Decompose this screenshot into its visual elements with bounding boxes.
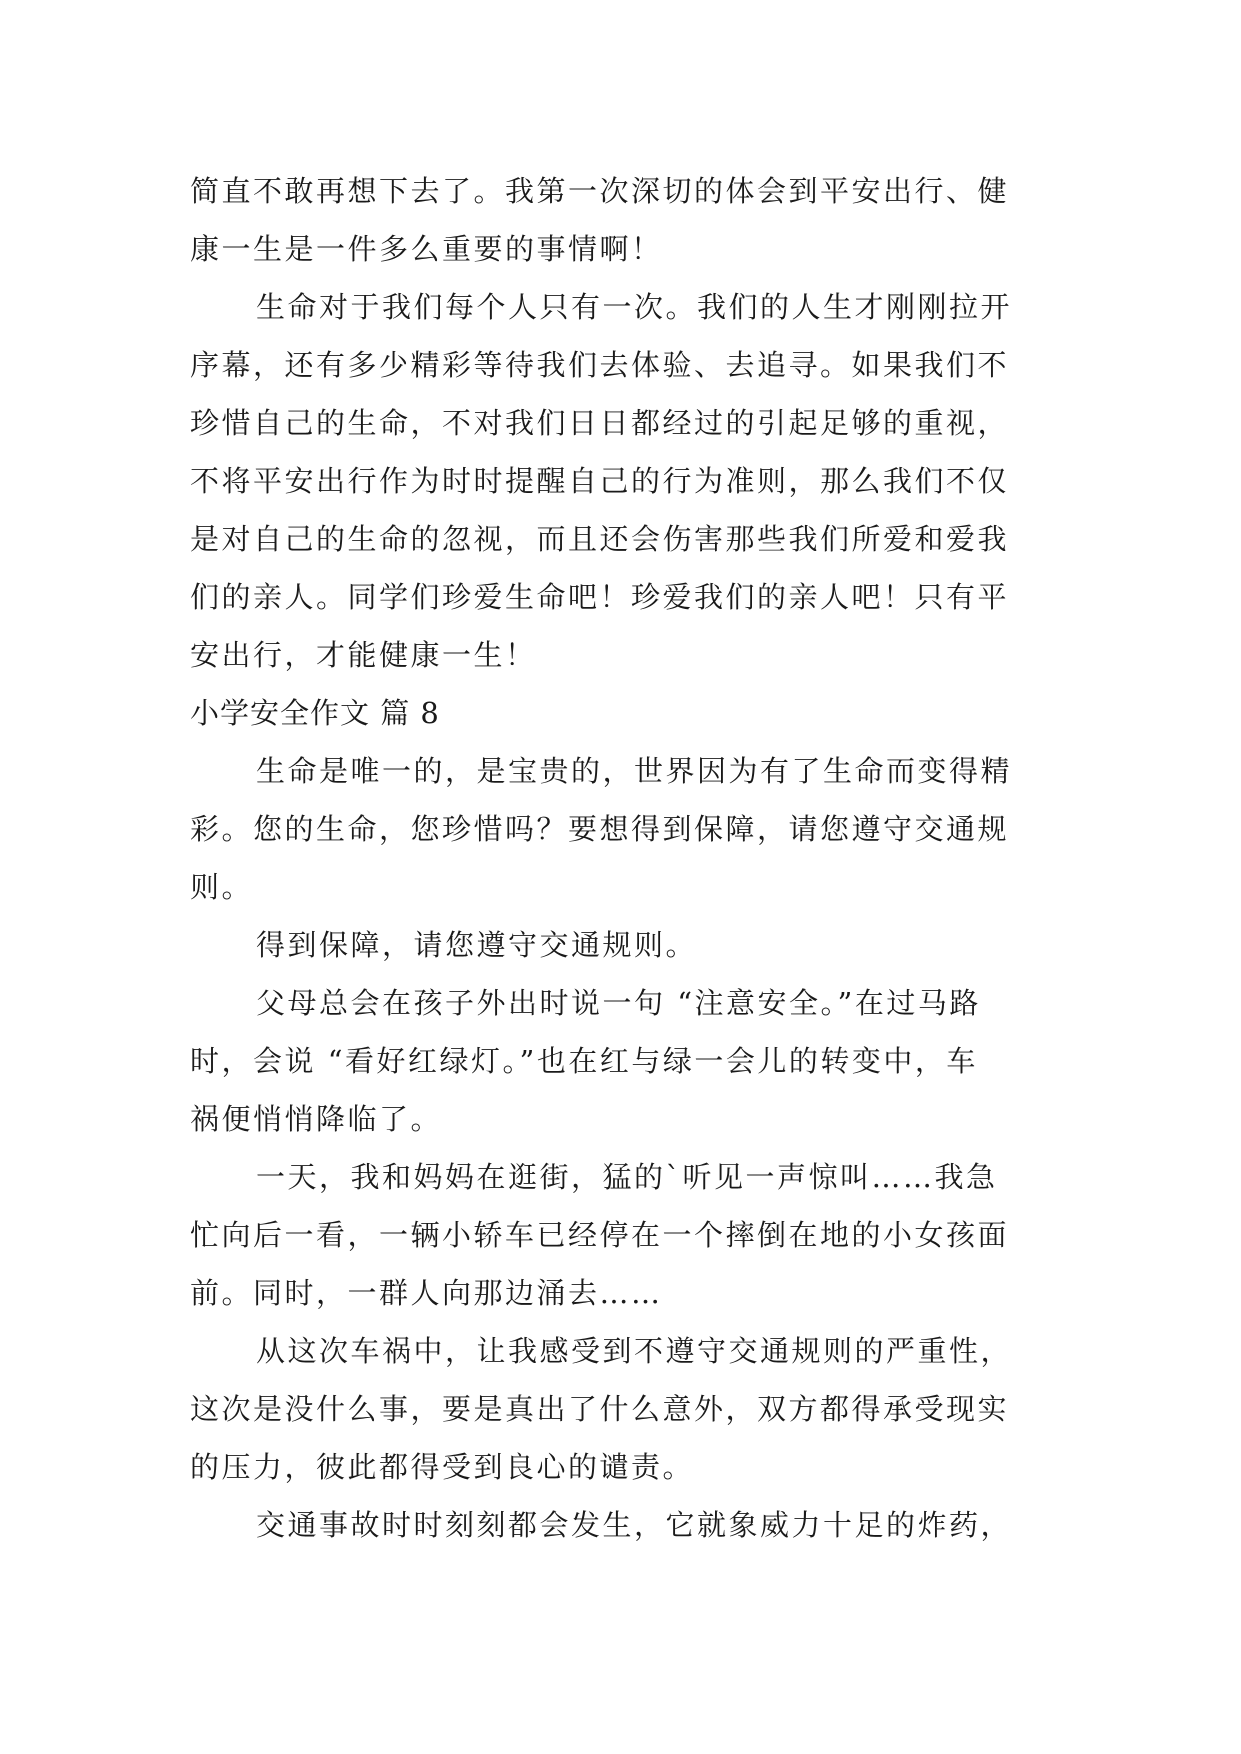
paragraph-start: 从这次车祸中，让我感受到不遵守交通规则的严重性，: [256, 1334, 1013, 1368]
text-line: 简直不敢再想下去了。我第一次深切的体会到平安出行、健: [190, 174, 1010, 208]
paragraph-start: 得到保障，请您遵守交通规则。: [256, 928, 698, 962]
text-line: 祸便悄悄降临了。: [190, 1102, 443, 1136]
text-line: 不将平安出行作为时时提醒自己的行为准则，那么我们不仅: [190, 464, 1010, 498]
document-body: [190, 162, 1050, 1554]
paragraph-start: 生命对于我们每个人只有一次。我们的人生才刚刚拉开: [256, 290, 1013, 324]
text-line: 则。: [190, 870, 254, 904]
text-line: 这次是没什么事，要是真出了什么意外，双方都得承受现实: [190, 1392, 1010, 1426]
text-line: 序幕，还有多少精彩等待我们去体验、去追寻。如果我们不: [190, 348, 1010, 382]
text-line: 彩。您的生命，您珍惜吗？要想得到保障，请您遵守交通规: [190, 812, 1010, 846]
paragraph-start: 生命是唯一的，是宝贵的，世界因为有了生命而变得精: [256, 754, 1013, 788]
text-line: 时，会说 “看好红绿灯。”也在红与绿一会儿的转变中，车: [190, 1044, 978, 1078]
text-line: 安出行，才能健康一生！: [190, 638, 537, 672]
text-line: 们的亲人。同学们珍爱生命吧！珍爱我们的亲人吧！只有平: [190, 580, 1010, 614]
text-line: 是对自己的生命的忽视，而且还会伤害那些我们所爱和爱我: [190, 522, 1010, 556]
paragraph-start: 父母总会在孩子外出时说一句 “注意安全。”在过马路: [256, 986, 981, 1020]
text-line: 忙向后一看，一辆小轿车已经停在一个摔倒在地的小女孩面: [190, 1218, 1010, 1252]
text-line: 康一生是一件多么重要的事情啊！: [190, 232, 663, 266]
paragraph-start: 一天，我和妈妈在逛街，猛的`听见一声惊叫……我急: [256, 1160, 998, 1194]
text-line: 的压力，彼此都得受到良心的谴责。: [190, 1450, 695, 1484]
text-line: 前。同时，一群人向那边涌去……: [190, 1276, 663, 1310]
paragraph-start: 交通事故时时刻刻都会发生，它就象威力十足的炸药，: [256, 1508, 1013, 1542]
text-line: 珍惜自己的生命，不对我们日日都经过的引起足够的重视，: [190, 406, 1010, 440]
section-heading: 小学安全作文 篇 8: [190, 696, 440, 730]
